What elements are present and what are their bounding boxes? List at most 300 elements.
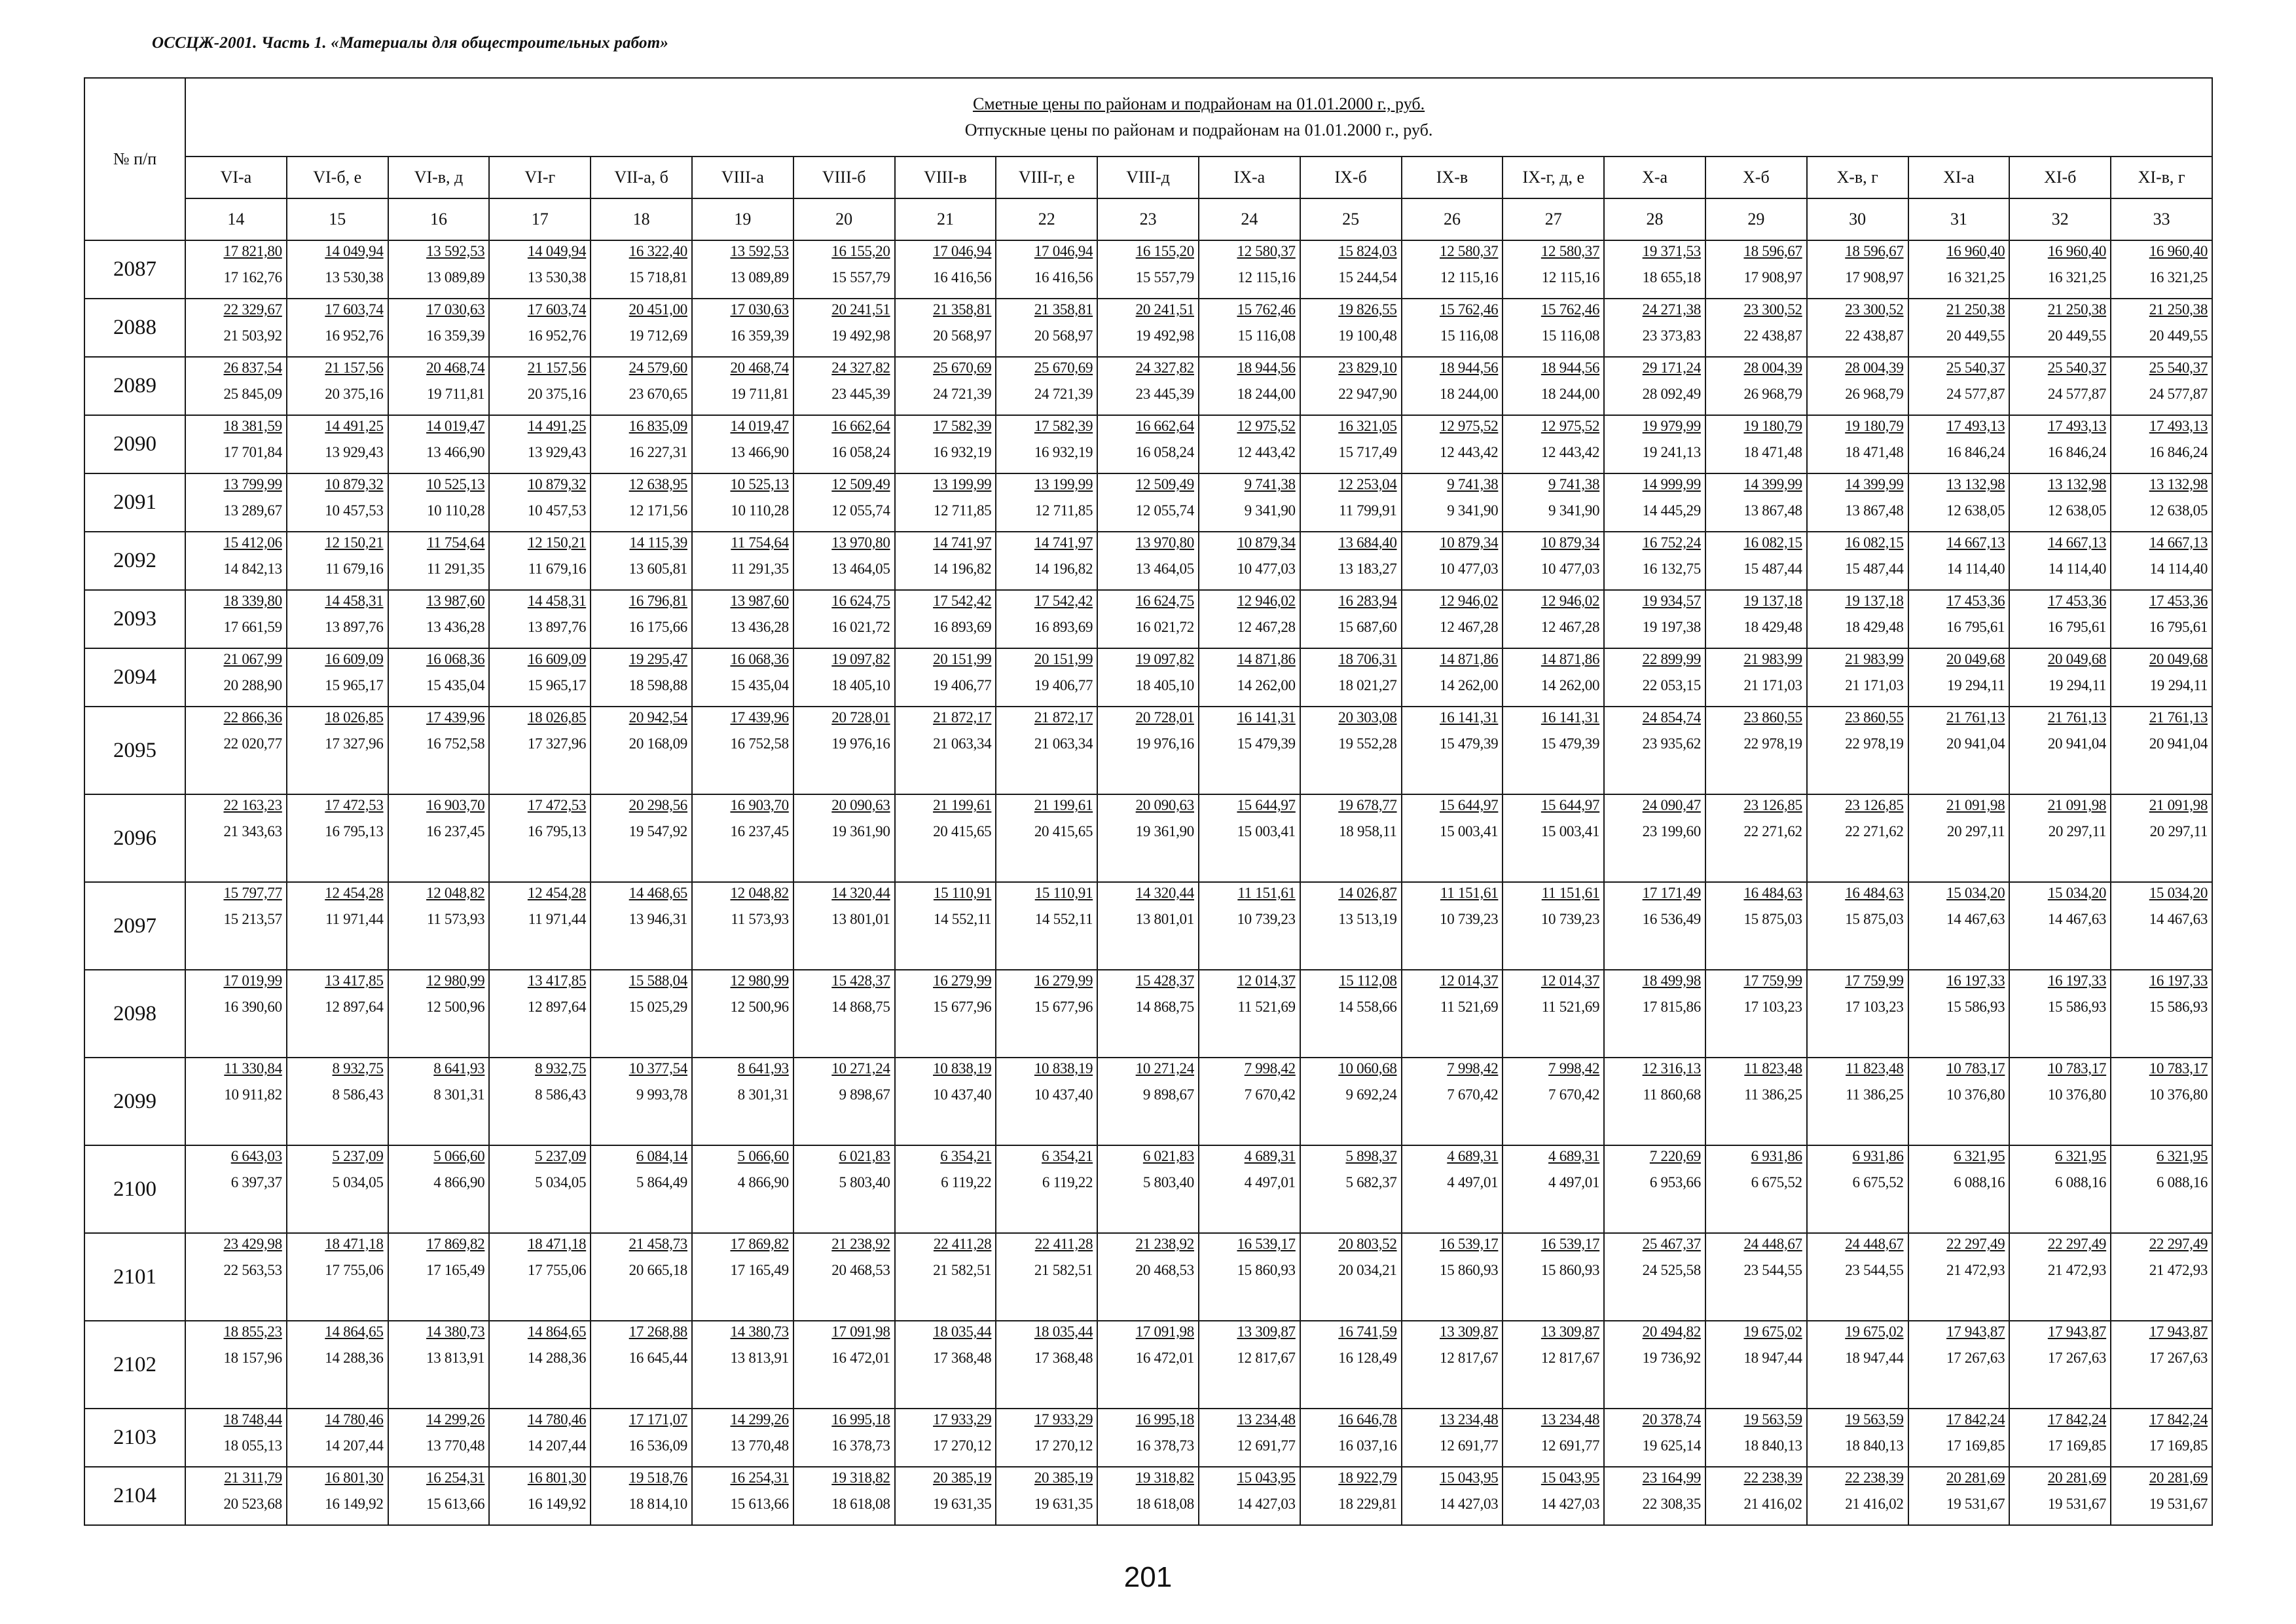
release-price: 16 321,25 [2047, 269, 2107, 286]
price-cell [1604, 473, 1705, 532]
release-price: 16 037,16 [1338, 1437, 1397, 1454]
estimate-price: 17 046,94 [1034, 243, 1093, 259]
release-price: 16 752,58 [426, 735, 485, 752]
price-cell [287, 794, 388, 882]
price-cell [895, 1409, 996, 1467]
estimate-price: 20 281,69 [2149, 1469, 2208, 1486]
release-price: 5 682,37 [1345, 1174, 1397, 1190]
column-number: 24 [1199, 198, 1300, 240]
release-price: 22 438,87 [1743, 327, 1802, 344]
estimate-price: 12 638,95 [629, 476, 687, 492]
release-price: 15 479,39 [1440, 735, 1499, 752]
price-cell [2009, 240, 2111, 299]
price-cell [1908, 1233, 2010, 1321]
estimate-price: 16 283,94 [1338, 593, 1397, 609]
column-number: 32 [2009, 198, 2111, 240]
estimate-price: 7 220,69 [1649, 1148, 1701, 1164]
estimate-price: 16 539,17 [1440, 1236, 1499, 1252]
column-numbers-row [84, 198, 2212, 240]
release-price: 13 867,48 [1845, 502, 1904, 519]
price-cell [692, 1467, 793, 1525]
release-price: 14 207,44 [527, 1437, 587, 1454]
estimate-price: 21 983,99 [1743, 651, 1802, 667]
price-cell [1705, 1409, 1807, 1467]
estimate-price: 24 271,38 [1642, 301, 1701, 318]
release-price: 20 288,90 [223, 677, 282, 693]
release-price: 15 487,44 [1845, 561, 1904, 577]
estimate-price: 11 823,48 [1744, 1060, 1802, 1077]
release-price: 20 523,68 [223, 1496, 282, 1512]
price-cell [489, 1321, 591, 1409]
release-price: 23 373,83 [1642, 327, 1701, 344]
release-price: 15 875,03 [1845, 911, 1904, 927]
release-price: 16 416,56 [1034, 269, 1093, 286]
release-price: 16 952,76 [527, 327, 587, 344]
release-price: 13 089,89 [426, 269, 485, 286]
release-price: 16 472,01 [1135, 1350, 1194, 1366]
table-row [84, 299, 2212, 357]
release-price: 12 443,42 [1540, 444, 1600, 460]
price-cell [2111, 415, 2212, 473]
release-price: 18 244,00 [1237, 386, 1296, 402]
estimate-price: 23 164,99 [1642, 1469, 1701, 1486]
rowno-header: № п/п [84, 78, 185, 240]
price-cell [1604, 299, 1705, 357]
estimate-price: 14 458,31 [527, 593, 587, 609]
release-price: 6 119,22 [941, 1174, 992, 1190]
estimate-price: 25 540,37 [2149, 360, 2208, 376]
estimate-price: 11 151,61 [1440, 885, 1499, 901]
row-number: 2090 [84, 415, 185, 473]
estimate-price: 6 321,95 [1954, 1148, 2005, 1164]
release-price: 15 677,96 [1034, 999, 1093, 1015]
price-cell [1807, 357, 1908, 415]
release-price: 20 415,65 [933, 823, 992, 840]
row-number: 2099 [84, 1058, 185, 1145]
row-number: 2097 [84, 882, 185, 970]
price-cell [388, 299, 490, 357]
estimate-price: 14 299,26 [730, 1411, 789, 1428]
release-price: 11 291,35 [731, 561, 789, 577]
release-price: 16 472,01 [831, 1350, 890, 1366]
release-price: 19 294,11 [1946, 677, 2005, 693]
estimate-price: 19 675,02 [1845, 1323, 1904, 1340]
release-price: 20 468,53 [1135, 1262, 1194, 1278]
price-cell [1604, 1145, 1705, 1233]
estimate-price: 18 944,56 [1540, 360, 1600, 376]
release-price: 19 492,98 [1135, 327, 1194, 344]
estimate-price: 6 321,95 [2055, 1148, 2107, 1164]
release-price: 16 952,76 [325, 327, 384, 344]
estimate-price: 6 321,95 [2156, 1148, 2208, 1164]
price-cell [1503, 590, 1604, 648]
release-price: 12 691,77 [1440, 1437, 1499, 1454]
estimate-price: 12 150,21 [527, 534, 587, 551]
estimate-price: 12 975,52 [1237, 418, 1296, 434]
column-number: 21 [895, 198, 996, 240]
price-cell [1300, 794, 1402, 882]
estimate-price: 22 297,49 [2149, 1236, 2208, 1252]
price-cell [591, 590, 692, 648]
release-price: 24 525,58 [1642, 1262, 1701, 1278]
estimate-price: 17 759,99 [1845, 972, 1904, 989]
estimate-price: 9 741,38 [1244, 476, 1296, 492]
estimate-price: 14 380,73 [730, 1323, 789, 1340]
estimate-price: 11 754,64 [731, 534, 789, 551]
estimate-price: 18 748,44 [223, 1411, 282, 1428]
release-price: 12 897,64 [527, 999, 587, 1015]
price-cell [692, 1233, 793, 1321]
estimate-price: 16 141,31 [1440, 709, 1499, 726]
estimate-price: 12 316,13 [1642, 1060, 1701, 1077]
release-price: 16 893,69 [933, 619, 992, 635]
price-cell [895, 240, 996, 299]
estimate-price: 14 019,47 [730, 418, 789, 434]
estimate-price: 17 943,87 [2149, 1323, 2208, 1340]
release-price: 17 103,23 [1845, 999, 1904, 1015]
estimate-price: 5 066,60 [433, 1148, 485, 1164]
estimate-price: 24 448,67 [1743, 1236, 1802, 1252]
release-price: 14 467,63 [1946, 911, 2005, 927]
row-number: 2103 [84, 1409, 185, 1467]
release-price: 19 294,11 [2048, 677, 2107, 693]
estimate-price: 13 987,60 [730, 593, 789, 609]
price-cell [1807, 1467, 1908, 1525]
release-price: 6 088,16 [2055, 1174, 2107, 1190]
price-cell [1604, 1409, 1705, 1467]
release-price: 14 262,00 [1237, 677, 1296, 693]
table-row [84, 240, 2212, 299]
estimate-price: 15 034,20 [2149, 885, 2208, 901]
release-price: 12 443,42 [1440, 444, 1499, 460]
estimate-price: 16 539,17 [1540, 1236, 1600, 1252]
price-cell [287, 1233, 388, 1321]
estimate-price: 17 171,49 [1642, 885, 1701, 901]
estimate-price: 21 761,13 [1946, 709, 2005, 726]
table-row [84, 532, 2212, 590]
price-cell [1300, 1321, 1402, 1409]
estimate-price: 13 234,48 [1440, 1411, 1499, 1428]
release-price: 24 577,87 [2047, 386, 2107, 402]
price-cell [1097, 1233, 1199, 1321]
estimate-price: 24 327,82 [1135, 360, 1194, 376]
release-price: 12 817,67 [1540, 1350, 1600, 1366]
price-cell [1097, 415, 1199, 473]
estimate-price: 19 097,82 [1135, 651, 1194, 667]
release-price: 11 386,25 [1846, 1086, 1904, 1103]
release-price: 19 736,92 [1642, 1350, 1701, 1366]
column-header: IX-г, д, е [1503, 157, 1604, 198]
estimate-price: 12 509,49 [831, 476, 890, 492]
release-price: 5 864,49 [636, 1174, 687, 1190]
column-header: X-а [1604, 157, 1705, 198]
column-header: XI-в, г [2111, 157, 2212, 198]
estimate-price: 12 946,02 [1540, 593, 1600, 609]
estimate-price: 10 838,19 [933, 1060, 992, 1077]
estimate-price: 22 238,39 [1845, 1469, 1904, 1486]
estimate-price: 14 871,86 [1237, 651, 1296, 667]
estimate-price: 16 197,33 [1946, 972, 2005, 989]
release-price: 12 115,16 [1237, 269, 1296, 286]
estimate-price: 13 199,99 [1034, 476, 1093, 492]
row-number: 2102 [84, 1321, 185, 1409]
release-price: 12 500,96 [426, 999, 485, 1015]
release-price: 18 958,11 [1339, 823, 1397, 840]
price-cell [793, 590, 895, 648]
price-cell [287, 1467, 388, 1525]
release-price: 13 466,90 [426, 444, 485, 460]
price-cell [996, 1409, 1097, 1467]
price-cell [489, 473, 591, 532]
price-cell [895, 1058, 996, 1145]
release-price: 14 114,40 [2149, 561, 2208, 577]
release-price: 6 088,16 [1954, 1174, 2005, 1190]
release-price: 16 237,45 [730, 823, 789, 840]
price-cell [388, 648, 490, 707]
price-cell [489, 590, 591, 648]
release-price: 12 467,28 [1237, 619, 1296, 635]
price-cell [185, 882, 287, 970]
price-cell [1705, 882, 1807, 970]
column-header: XI-а [1908, 157, 2010, 198]
estimate-price: 14 399,99 [1743, 476, 1802, 492]
table-title [185, 78, 2212, 157]
estimate-price: 20 281,69 [2047, 1469, 2107, 1486]
release-price: 15 613,66 [426, 1496, 485, 1512]
estimate-price: 22 411,28 [1034, 1236, 1093, 1252]
release-price: 13 946,31 [629, 911, 687, 927]
price-cell [1604, 1233, 1705, 1321]
estimate-price: 17 603,74 [325, 301, 384, 318]
release-price: 9 341,90 [1548, 502, 1600, 519]
price-cell [793, 415, 895, 473]
estimate-price: 5 237,09 [332, 1148, 384, 1164]
price-cell [1908, 240, 2010, 299]
estimate-price: 19 563,59 [1845, 1411, 1904, 1428]
release-price: 16 132,75 [1642, 561, 1701, 577]
column-number: 16 [388, 198, 490, 240]
estimate-price: 6 354,21 [940, 1148, 992, 1164]
release-price: 12 171,56 [629, 502, 687, 519]
price-cell [1807, 1233, 1908, 1321]
estimate-price: 21 091,98 [2047, 797, 2107, 813]
release-price: 18 618,08 [1135, 1496, 1194, 1512]
release-price: 13 929,43 [325, 444, 384, 460]
release-price: 21 063,34 [933, 735, 992, 752]
estimate-price: 16 279,99 [1034, 972, 1093, 989]
price-cell [489, 1233, 591, 1321]
estimate-price: 17 091,98 [831, 1323, 890, 1340]
release-price: 11 291,35 [426, 561, 485, 577]
row-number: 2093 [84, 590, 185, 648]
estimate-price: 16 662,64 [1135, 418, 1194, 434]
table-row [84, 357, 2212, 415]
estimate-price: 13 987,60 [426, 593, 485, 609]
estimate-price: 23 126,85 [1743, 797, 1802, 813]
price-cell [1503, 1467, 1604, 1525]
price-cell [996, 882, 1097, 970]
price-cell [996, 590, 1097, 648]
column-number: 23 [1097, 198, 1199, 240]
price-cell [895, 1321, 996, 1409]
release-price: 16 752,58 [730, 735, 789, 752]
release-price: 14 558,66 [1338, 999, 1397, 1015]
estimate-price: 16 279,99 [933, 972, 992, 989]
price-cell [895, 882, 996, 970]
price-cell [185, 707, 287, 794]
price-cell [1807, 970, 1908, 1058]
release-price: 12 467,28 [1540, 619, 1600, 635]
estimate-price: 13 684,40 [1338, 534, 1397, 551]
column-number: 14 [185, 198, 287, 240]
release-price: 15 244,54 [1338, 269, 1397, 286]
price-cell [996, 415, 1097, 473]
release-price: 17 327,96 [527, 735, 587, 752]
release-price: 24 577,87 [1946, 386, 2005, 402]
release-price: 19 976,16 [1135, 735, 1194, 752]
price-cell [2009, 1467, 2111, 1525]
estimate-price: 19 826,55 [1338, 301, 1397, 318]
price-cell [1300, 590, 1402, 648]
price-cell [996, 1321, 1097, 1409]
price-cell [489, 299, 591, 357]
price-cell [388, 473, 490, 532]
estimate-price: 23 860,55 [1743, 709, 1802, 726]
price-cell [1097, 1467, 1199, 1525]
estimate-price: 20 468,74 [426, 360, 485, 376]
column-number: 26 [1402, 198, 1503, 240]
estimate-price: 21 872,17 [933, 709, 992, 726]
price-cell [1604, 590, 1705, 648]
release-price: 18 840,13 [1845, 1437, 1904, 1454]
release-price: 16 359,39 [730, 327, 789, 344]
price-cell [996, 1467, 1097, 1525]
release-price: 16 149,92 [325, 1496, 384, 1512]
price-cell [185, 1058, 287, 1145]
release-price: 15 116,08 [1237, 327, 1296, 344]
estimate-price: 19 097,82 [831, 651, 890, 667]
estimate-price: 18 944,56 [1440, 360, 1499, 376]
price-cell [185, 240, 287, 299]
price-cell [1199, 357, 1300, 415]
price-cell [1807, 415, 1908, 473]
price-cell [1908, 299, 2010, 357]
estimate-price: 14 399,99 [1845, 476, 1904, 492]
estimate-price: 21 091,98 [2149, 797, 2208, 813]
release-price: 22 308,35 [1642, 1496, 1701, 1512]
release-price: 13 929,43 [527, 444, 587, 460]
estimate-price: 17 439,96 [426, 709, 485, 726]
estimate-price: 21 157,56 [527, 360, 587, 376]
price-cell [1503, 1145, 1604, 1233]
price-cell [1807, 707, 1908, 794]
price-cell [591, 1409, 692, 1467]
release-price: 22 053,15 [1642, 677, 1701, 693]
release-price: 19 711,81 [731, 386, 789, 402]
release-price: 12 467,28 [1440, 619, 1499, 635]
release-price: 5 034,05 [535, 1174, 587, 1190]
price-cell [185, 299, 287, 357]
price-cell [1199, 882, 1300, 970]
price-cell [1097, 590, 1199, 648]
estimate-price: 21 358,81 [933, 301, 992, 318]
release-price: 14 445,29 [1642, 502, 1701, 519]
estimate-price: 12 946,02 [1237, 593, 1296, 609]
release-price: 9 898,67 [1142, 1086, 1194, 1103]
price-cell [1908, 1467, 2010, 1525]
release-price: 20 468,53 [831, 1262, 890, 1278]
price-cell [1402, 707, 1503, 794]
estimate-price: 14 871,86 [1540, 651, 1600, 667]
price-cell [1300, 1145, 1402, 1233]
price-cell [996, 794, 1097, 882]
release-price: 21 503,92 [223, 327, 282, 344]
price-cell [287, 415, 388, 473]
column-number: 22 [996, 198, 1097, 240]
column-header: IX-б [1300, 157, 1402, 198]
estimate-price: 21 761,13 [2149, 709, 2208, 726]
release-price: 18 405,10 [1135, 677, 1194, 693]
price-cell [996, 1058, 1097, 1145]
estimate-price: 23 829,10 [1338, 360, 1397, 376]
price-cell [2111, 1409, 2212, 1467]
estimate-price: 21 250,38 [2149, 301, 2208, 318]
column-number: 15 [287, 198, 388, 240]
release-price: 9 993,78 [636, 1086, 687, 1103]
release-price: 17 327,96 [325, 735, 384, 752]
price-cell [996, 1233, 1097, 1321]
release-price: 14 467,63 [2149, 911, 2208, 927]
release-price: 13 770,48 [426, 1437, 485, 1454]
price-cell [388, 415, 490, 473]
estimate-price: 14 871,86 [1440, 651, 1499, 667]
estimate-price: 19 318,82 [831, 1469, 890, 1486]
row-number: 2087 [84, 240, 185, 299]
price-cell [1604, 794, 1705, 882]
estimate-price: 20 049,68 [2149, 651, 2208, 667]
price-cell [1402, 240, 1503, 299]
column-number: 25 [1300, 198, 1402, 240]
price-cell [793, 1321, 895, 1409]
estimate-price: 21 358,81 [1034, 301, 1093, 318]
release-price: 14 114,40 [1946, 561, 2005, 577]
estimate-price: 7 998,42 [1447, 1060, 1499, 1077]
estimate-price: 16 068,36 [730, 651, 789, 667]
release-price: 12 500,96 [730, 999, 789, 1015]
column-number: 29 [1705, 198, 1807, 240]
price-cell [692, 970, 793, 1058]
estimate-price: 20 049,68 [1946, 651, 2005, 667]
estimate-price: 17 542,42 [933, 593, 992, 609]
estimate-price: 6 021,83 [839, 1148, 890, 1164]
estimate-price: 26 837,54 [223, 360, 282, 376]
estimate-price: 21 311,79 [224, 1469, 282, 1486]
estimate-price: 18 944,56 [1237, 360, 1296, 376]
estimate-price: 18 596,67 [1845, 243, 1904, 259]
release-price: 14 868,75 [831, 999, 890, 1015]
estimate-price: 17 268,88 [629, 1323, 687, 1340]
column-number: 18 [591, 198, 692, 240]
release-price: 15 613,66 [730, 1496, 789, 1512]
release-price: 15 965,17 [527, 677, 587, 693]
column-number: 33 [2111, 198, 2212, 240]
price-cell [185, 590, 287, 648]
estimate-price: 15 824,03 [1338, 243, 1397, 259]
release-price: 20 375,16 [325, 386, 384, 402]
release-price: 12 638,05 [1946, 502, 2005, 519]
estimate-price: 17 582,39 [933, 418, 992, 434]
table-row [84, 707, 2212, 794]
